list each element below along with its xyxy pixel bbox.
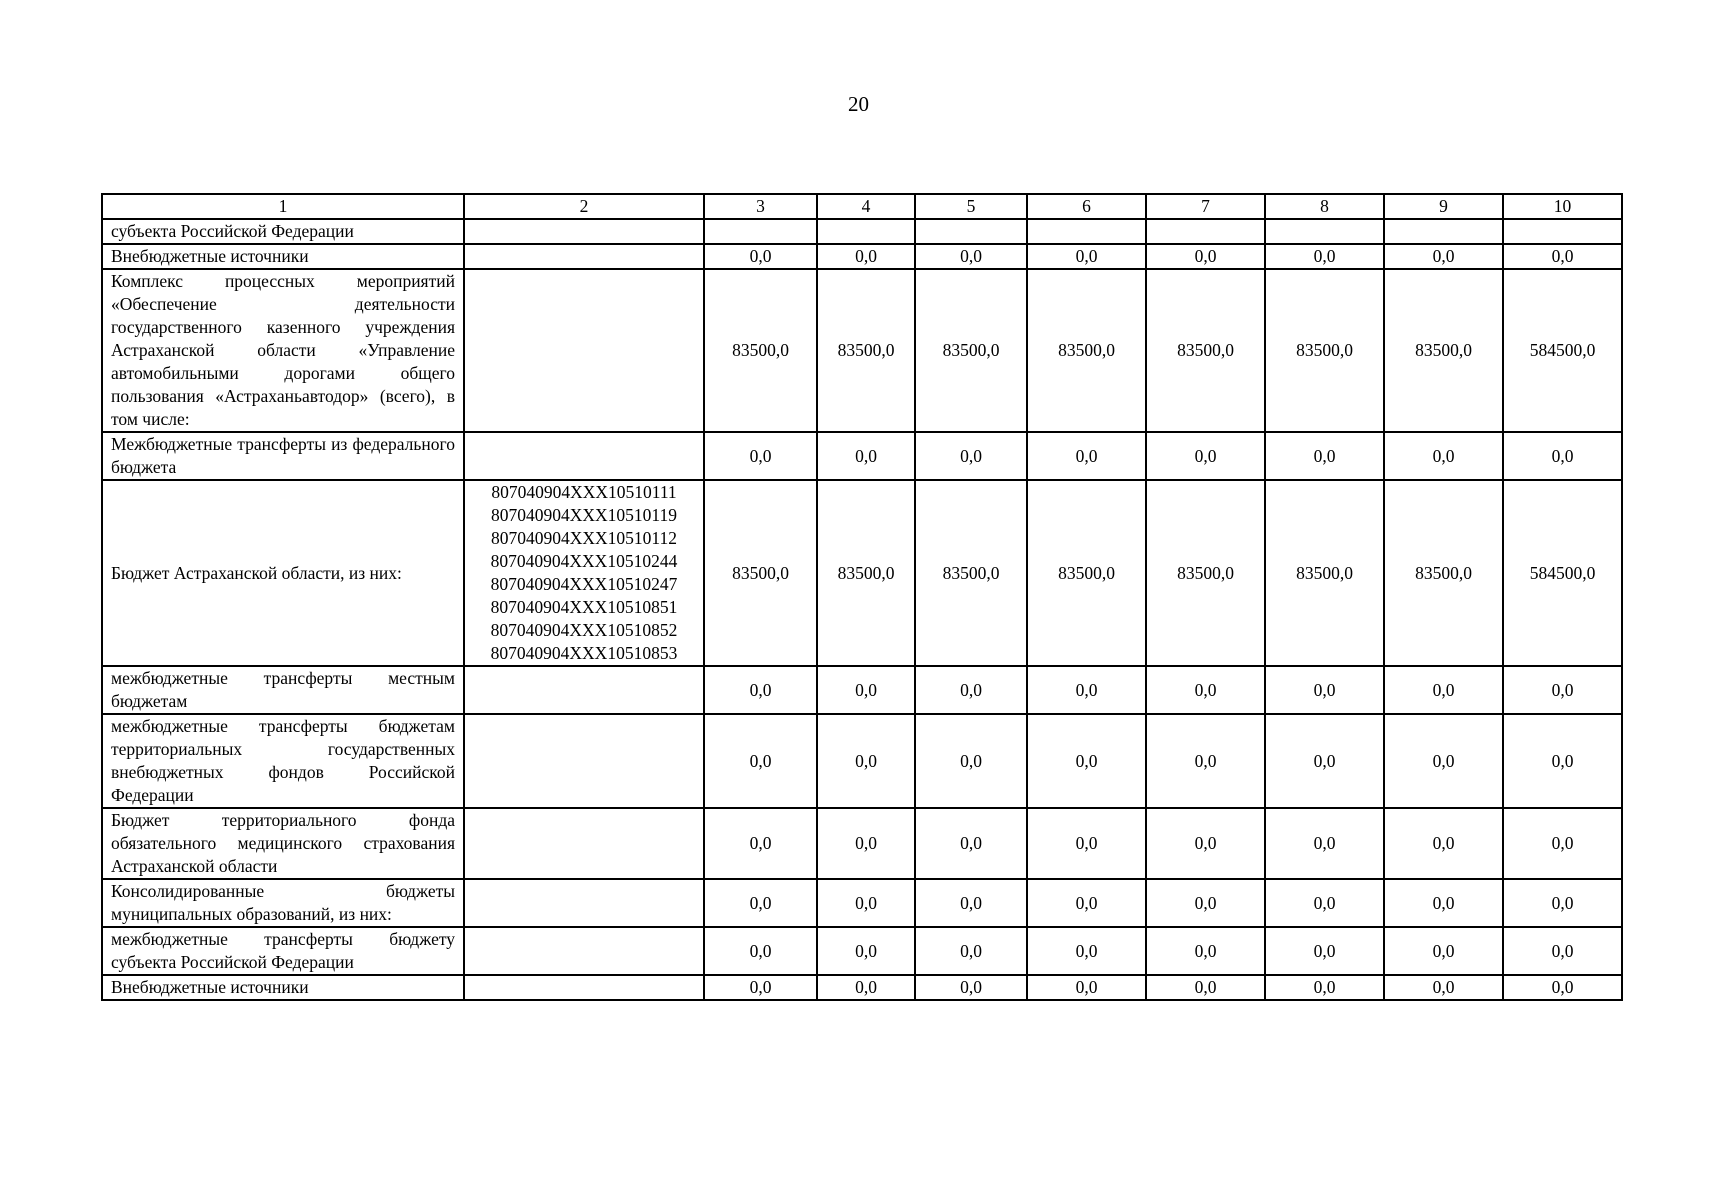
- column-header: 8: [1265, 194, 1384, 219]
- budget-code: 807040904XXX10510112: [490, 528, 677, 548]
- budget-codes-cell: [464, 244, 704, 269]
- row-label: Внебюджетные источники: [102, 244, 464, 269]
- value-cell: 0,0: [1265, 714, 1384, 808]
- value-cell: 0,0: [915, 666, 1027, 714]
- row-label: Консолидированные бюджеты муниципальных образований, из них:: [102, 879, 464, 927]
- budget-codes-cell: [464, 480, 704, 666]
- table-row: [102, 219, 1622, 244]
- budget-codes-cell: [464, 714, 704, 808]
- value-cell: 83500,0: [704, 269, 817, 432]
- table-row: [102, 432, 1622, 480]
- budget-codes-cell: [464, 219, 704, 244]
- value-cell: 0,0: [817, 714, 915, 808]
- value-cell: 0,0: [1384, 927, 1503, 975]
- value-cell: 0,0: [1146, 879, 1265, 927]
- value-cell: 0,0: [1384, 975, 1503, 1000]
- table-row: [102, 244, 1622, 269]
- value-cell: 83500,0: [817, 269, 915, 432]
- value-cell: 0,0: [915, 927, 1027, 975]
- table-row: [102, 480, 1622, 666]
- value-cell: 0,0: [1027, 975, 1146, 1000]
- row-label: Бюджет территориального фонда обязательного медицинского страхования Астраханской области: [102, 808, 464, 879]
- value-cell: 0,0: [1027, 927, 1146, 975]
- value-cell: 0,0: [1503, 432, 1622, 480]
- value-cell: [1384, 219, 1503, 244]
- row-label: субъекта Российской Федерации: [102, 219, 464, 244]
- value-cell: 0,0: [1503, 879, 1622, 927]
- value-cell: 0,0: [1146, 432, 1265, 480]
- value-cell: 0,0: [915, 808, 1027, 879]
- column-header: 7: [1146, 194, 1265, 219]
- column-header: 5: [915, 194, 1027, 219]
- value-cell: 0,0: [915, 975, 1027, 1000]
- row-label: Внебюджетные источники: [102, 975, 464, 1000]
- value-cell: 0,0: [817, 432, 915, 480]
- value-cell: 0,0: [1146, 975, 1265, 1000]
- column-header: 1: [102, 194, 464, 219]
- table-row: [102, 808, 1622, 879]
- value-cell: 0,0: [817, 879, 915, 927]
- value-cell: 83500,0: [1027, 269, 1146, 432]
- value-cell: 0,0: [1027, 244, 1146, 269]
- value-cell: 0,0: [1384, 879, 1503, 927]
- value-cell: [1146, 219, 1265, 244]
- table-row: [102, 666, 1622, 714]
- value-cell: 0,0: [1503, 244, 1622, 269]
- value-cell: 0,0: [1027, 808, 1146, 879]
- value-cell: 83500,0: [1384, 480, 1503, 666]
- value-cell: 0,0: [1503, 714, 1622, 808]
- budget-codes-cell: [464, 432, 704, 480]
- table-row: [102, 927, 1622, 975]
- value-cell: 0,0: [1265, 879, 1384, 927]
- value-cell: 0,0: [1027, 879, 1146, 927]
- row-label: межбюджетные трансферты бюджетам территориальных государственных внебюджетных фондов Российской Федерации: [102, 714, 464, 808]
- row-label: Межбюджетные трансферты из федерального бюджета: [102, 432, 464, 480]
- value-cell: 0,0: [1503, 666, 1622, 714]
- value-cell: 0,0: [1146, 244, 1265, 269]
- value-cell: 0,0: [1265, 808, 1384, 879]
- value-cell: [817, 219, 915, 244]
- value-cell: 0,0: [1027, 666, 1146, 714]
- row-label: Комплекс процессных мероприятий «Обеспечение деятельности государственного казенного учреждения Астраханской области «Управление автомобильными дорогами общего пользования «Астраханьавтодор» (всего), в том числе:: [102, 269, 464, 432]
- value-cell: 83500,0: [1027, 480, 1146, 666]
- value-cell: 83500,0: [1265, 269, 1384, 432]
- column-header: 2: [464, 194, 704, 219]
- value-cell: 0,0: [915, 879, 1027, 927]
- budget-codes-cell: [464, 666, 704, 714]
- value-cell: 0,0: [704, 714, 817, 808]
- value-cell: 83500,0: [1146, 480, 1265, 666]
- table-row: [102, 975, 1622, 1000]
- value-cell: 0,0: [1146, 714, 1265, 808]
- column-header: 3: [704, 194, 817, 219]
- row-label: межбюджетные трансферты местным бюджетам: [102, 666, 464, 714]
- value-cell: 0,0: [1146, 666, 1265, 714]
- budget-codes-cell: [464, 927, 704, 975]
- value-cell: 0,0: [1265, 432, 1384, 480]
- value-cell: 0,0: [704, 666, 817, 714]
- value-cell: 0,0: [817, 666, 915, 714]
- table-row: [102, 714, 1622, 808]
- value-cell: 83500,0: [915, 480, 1027, 666]
- value-cell: 0,0: [704, 975, 817, 1000]
- value-cell: 0,0: [915, 244, 1027, 269]
- value-cell: 0,0: [915, 714, 1027, 808]
- budget-codes-cell: [464, 808, 704, 879]
- value-cell: 0,0: [1265, 975, 1384, 1000]
- value-cell: 0,0: [1384, 244, 1503, 269]
- value-cell: 0,0: [704, 244, 817, 269]
- value-cell: 0,0: [1027, 714, 1146, 808]
- column-header: 9: [1384, 194, 1503, 219]
- table-row: [102, 269, 1622, 432]
- table-body: [102, 219, 1622, 1000]
- value-cell: 83500,0: [915, 269, 1027, 432]
- budget-code: 807040904XXX10510853: [490, 643, 678, 663]
- budget-codes-cell: [464, 879, 704, 927]
- row-label: Бюджет Астраханской области, из них:: [102, 480, 464, 666]
- value-cell: 0,0: [1503, 927, 1622, 975]
- column-header-row: [102, 194, 1622, 219]
- budget-code: 807040904XXX10510852: [490, 620, 678, 640]
- value-cell: 0,0: [1384, 808, 1503, 879]
- budget-code: 807040904XXX10510244: [490, 551, 678, 571]
- value-cell: 0,0: [1265, 666, 1384, 714]
- value-cell: 0,0: [704, 879, 817, 927]
- value-cell: 0,0: [817, 975, 915, 1000]
- value-cell: 0,0: [817, 927, 915, 975]
- budget-table: [101, 193, 1623, 1001]
- budget-code: 807040904XXX10510851: [490, 597, 678, 617]
- value-cell: 0,0: [1503, 808, 1622, 879]
- value-cell: 0,0: [704, 927, 817, 975]
- value-cell: 0,0: [1146, 927, 1265, 975]
- value-cell: [1027, 219, 1146, 244]
- column-header: 4: [817, 194, 915, 219]
- value-cell: 0,0: [704, 432, 817, 480]
- value-cell: 83500,0: [817, 480, 915, 666]
- value-cell: 0,0: [1265, 244, 1384, 269]
- value-cell: [1503, 219, 1622, 244]
- column-header: 6: [1027, 194, 1146, 219]
- value-cell: 0,0: [817, 244, 915, 269]
- value-cell: 584500,0: [1503, 269, 1622, 432]
- value-cell: 83500,0: [1265, 480, 1384, 666]
- value-cell: 0,0: [1503, 975, 1622, 1000]
- budget-code: 807040904XXX10510111: [491, 482, 677, 502]
- value-cell: 0,0: [817, 808, 915, 879]
- row-label: межбюджетные трансферты бюджету субъекта Российской Федерации: [102, 927, 464, 975]
- value-cell: 0,0: [1265, 927, 1384, 975]
- budget-code: 807040904XXX10510119: [490, 505, 677, 525]
- value-cell: 0,0: [1384, 432, 1503, 480]
- budget-code: 807040904XXX10510247: [490, 574, 678, 594]
- value-cell: 0,0: [915, 432, 1027, 480]
- value-cell: 83500,0: [1146, 269, 1265, 432]
- value-cell: [915, 219, 1027, 244]
- value-cell: 83500,0: [704, 480, 817, 666]
- value-cell: 0,0: [1384, 714, 1503, 808]
- value-cell: 0,0: [1027, 432, 1146, 480]
- value-cell: [704, 219, 817, 244]
- value-cell: 83500,0: [1384, 269, 1503, 432]
- value-cell: 0,0: [1384, 666, 1503, 714]
- table-row: [102, 879, 1622, 927]
- value-cell: [1265, 219, 1384, 244]
- value-cell: 584500,0: [1503, 480, 1622, 666]
- budget-codes-cell: [464, 269, 704, 432]
- value-cell: 0,0: [1146, 808, 1265, 879]
- page-number: 20: [848, 92, 869, 116]
- budget-codes-cell: [464, 975, 704, 1000]
- value-cell: 0,0: [704, 808, 817, 879]
- column-header: 10: [1503, 194, 1622, 219]
